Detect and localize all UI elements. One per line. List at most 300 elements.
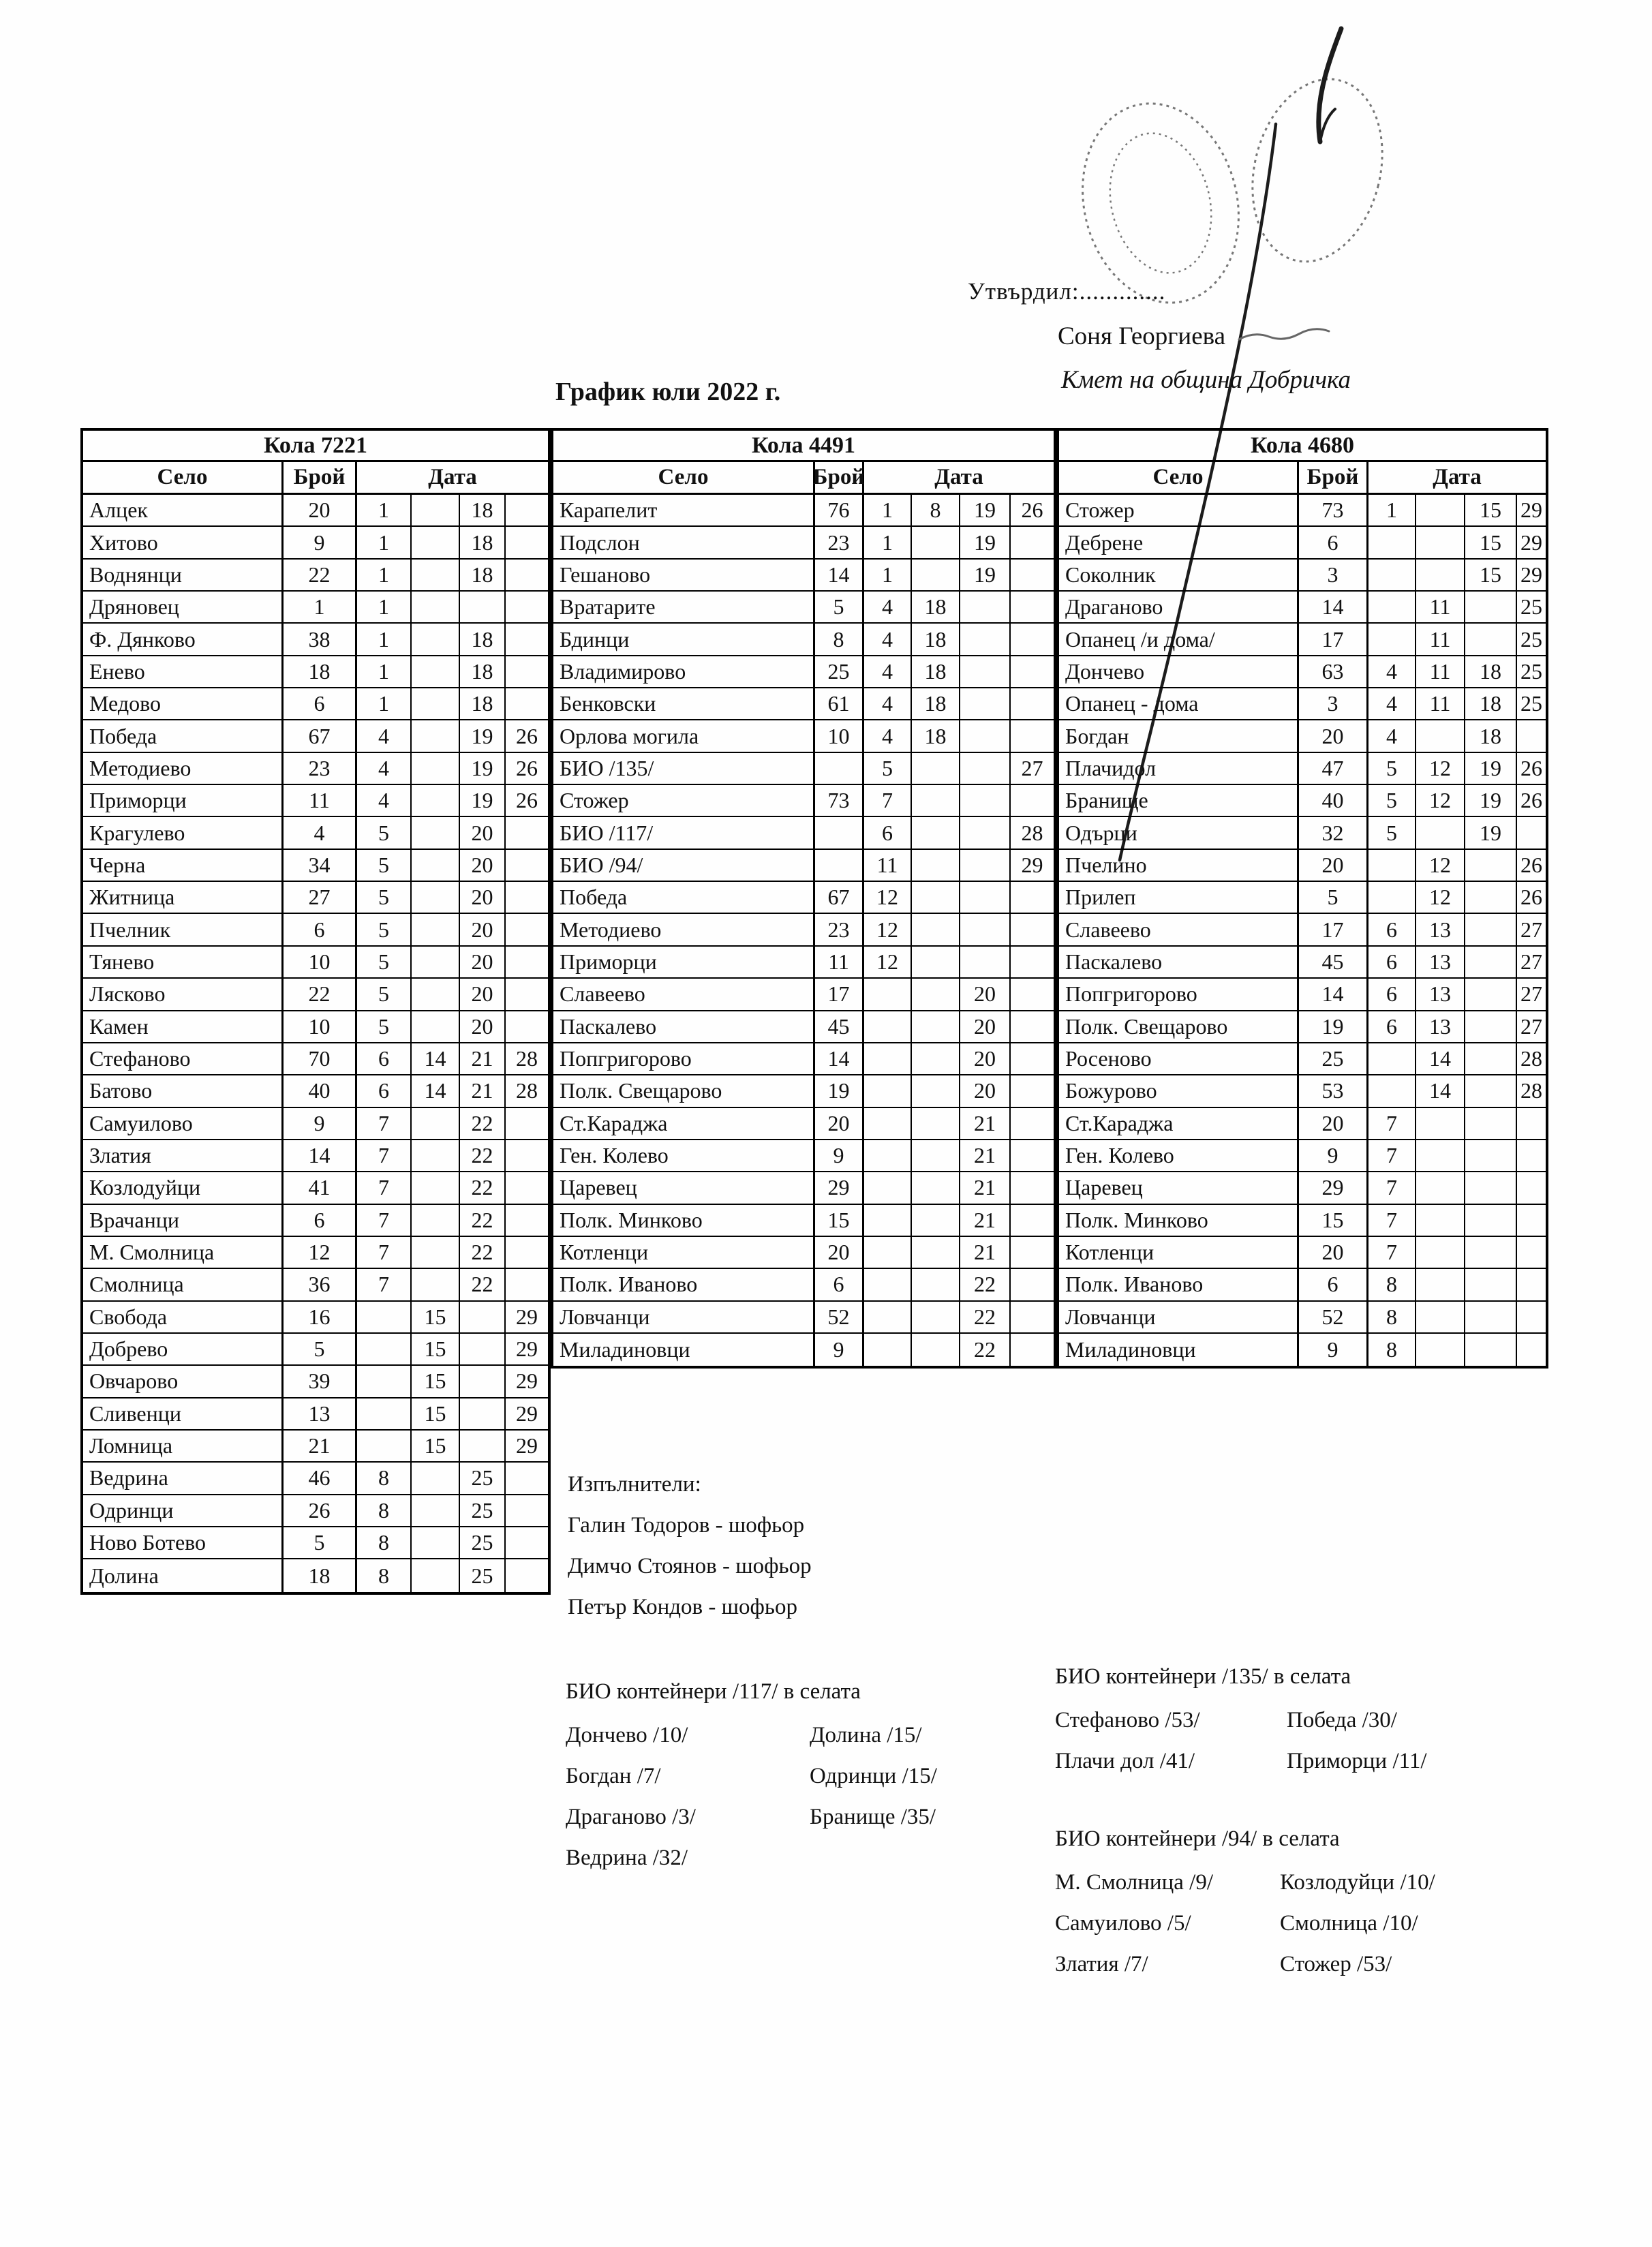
date-cell: 6 (864, 817, 912, 848)
date-cell (412, 882, 460, 913)
village-cell: Богдан (1059, 720, 1299, 751)
count-cell: 10 (284, 947, 357, 977)
table-row (83, 1463, 548, 1495)
date-cell: 7 (1368, 1172, 1416, 1203)
count-cell: 27 (284, 882, 357, 913)
count-cell: 5 (815, 592, 864, 622)
village-cell: Методиево (83, 753, 284, 784)
date-cell: 22 (960, 1334, 1011, 1366)
village-cell: Попгригорово (1059, 979, 1299, 1009)
count-cell: 41 (284, 1172, 357, 1203)
date-cell: 19 (1465, 785, 1517, 816)
date-cell (357, 1302, 412, 1332)
date-cell (506, 1237, 548, 1268)
date-cell: 28 (516, 1078, 538, 1103)
date-cell (506, 688, 548, 719)
date-cell (864, 1108, 912, 1139)
date-cell: 27 (1520, 949, 1542, 974)
count-cell: 5 (284, 1334, 357, 1364)
col-header-date: Дата (428, 465, 477, 489)
date-cell: 27 (1520, 981, 1542, 1007)
date-cell (960, 850, 1011, 881)
date-cell (912, 1172, 960, 1203)
date-cell (1465, 882, 1517, 913)
date-cell (506, 1205, 548, 1236)
date-cell (912, 527, 960, 557)
date-cell (506, 656, 548, 687)
date-cell (1416, 1334, 1465, 1366)
date-cell (412, 624, 460, 654)
village-cell: Лясково (83, 979, 284, 1009)
count-cell: 40 (284, 1075, 357, 1106)
count-cell: 73 (1299, 495, 1368, 525)
executors-heading: Изпълнители: (568, 1472, 701, 1497)
table-row (553, 1011, 1054, 1043)
village-cell: Соколник (1059, 560, 1299, 590)
village-cell: Батово (83, 1075, 284, 1106)
table-row (553, 1269, 1054, 1301)
date-cell: 18 (460, 656, 506, 687)
date-cell: 1 (357, 592, 412, 622)
date-cell (864, 1237, 912, 1268)
date-cell: 18 (1465, 656, 1517, 687)
village-cell: Самуилово (83, 1108, 284, 1139)
table-row (83, 495, 548, 527)
count-cell: 63 (1299, 656, 1368, 687)
table-column-headers (553, 462, 1054, 495)
count-cell: 1 (284, 592, 357, 622)
date-cell: 20 (960, 1011, 1011, 1042)
village-cell: Енево (83, 656, 284, 687)
date-cell: 18 (912, 656, 960, 687)
date-cell: 28 (1520, 1078, 1542, 1103)
date-cell (1465, 947, 1517, 977)
count-cell: 14 (815, 560, 864, 590)
date-cell: 15 (1465, 560, 1517, 590)
village-cell: Бранище (1059, 785, 1299, 816)
table-row (83, 527, 548, 559)
date-cell (412, 1495, 460, 1526)
date-cell (1517, 720, 1546, 751)
table-body (553, 495, 1054, 1366)
village-cell: Добрево (83, 1334, 284, 1364)
date-cell: 29 (1021, 852, 1043, 877)
col-header-date: Дата (934, 465, 983, 489)
count-cell: 5 (284, 1527, 357, 1558)
date-cell: 20 (960, 1075, 1011, 1106)
count-cell: 14 (1299, 979, 1368, 1009)
village-cell: Гешаново (553, 560, 815, 590)
date-cell: 7 (357, 1108, 412, 1139)
date-cell (1368, 560, 1416, 590)
date-cell: 7 (1368, 1237, 1416, 1268)
date-cell: 5 (357, 979, 412, 1009)
bio-row (566, 1756, 937, 1797)
date-cell: 1 (357, 656, 412, 687)
date-cell (412, 1011, 460, 1042)
table-row (1059, 1302, 1546, 1334)
count-cell: 52 (1299, 1302, 1368, 1332)
date-cell (412, 817, 460, 848)
date-cell (506, 1011, 548, 1042)
count-cell: 73 (815, 785, 864, 816)
village-cell: Житница (83, 882, 284, 913)
date-cell (1368, 882, 1416, 913)
date-cell: 1 (357, 495, 412, 525)
date-cell (412, 850, 460, 881)
date-cell: 19 (1465, 817, 1517, 848)
date-cell (506, 1140, 548, 1171)
date-cell: 27 (1021, 755, 1043, 780)
village-cell: БИО /117/ (553, 817, 815, 848)
count-cell: 18 (284, 1559, 357, 1591)
count-cell: 23 (815, 914, 864, 945)
date-cell (1368, 850, 1416, 881)
table-row (83, 1108, 548, 1140)
date-cell (1011, 1108, 1054, 1139)
count-cell: 26 (284, 1495, 357, 1526)
date-cell (460, 592, 506, 622)
count-cell: 22 (284, 560, 357, 590)
date-cell: 19 (460, 720, 506, 751)
date-cell (912, 1302, 960, 1332)
table-row (553, 1140, 1054, 1172)
bio-rows (1055, 1862, 1435, 1985)
date-cell: 25 (1520, 594, 1542, 620)
village-cell: Овчарово (83, 1366, 284, 1396)
date-cell: 14 (1416, 1043, 1465, 1074)
date-cell (1011, 785, 1054, 816)
date-cell: 7 (1368, 1140, 1416, 1171)
date-cell (460, 1334, 506, 1364)
count-cell: 9 (815, 1334, 864, 1366)
date-cell: 27 (1520, 1013, 1542, 1039)
table-row (1059, 1172, 1546, 1204)
table-kola-4680 (1056, 428, 1548, 1369)
date-cell (460, 1366, 506, 1396)
count-cell: 9 (815, 1140, 864, 1171)
date-cell: 25 (460, 1527, 506, 1558)
village-cell: БИО /135/ (553, 753, 815, 784)
table-row (1059, 850, 1546, 882)
table-row (83, 1366, 548, 1398)
date-cell (1011, 720, 1054, 751)
date-cell (960, 592, 1011, 622)
date-cell: 4 (357, 753, 412, 784)
table-row (1059, 527, 1546, 559)
date-cell: 6 (1368, 979, 1416, 1009)
approver-name: Соня Георгиева (1058, 322, 1226, 350)
count-cell: 70 (284, 1043, 357, 1074)
date-cell: 4 (864, 592, 912, 622)
table-row (553, 688, 1054, 720)
date-cell (357, 1398, 412, 1429)
village-cell: Полк. Минково (1059, 1205, 1299, 1236)
count-cell: 36 (284, 1269, 357, 1300)
table-row (553, 656, 1054, 688)
date-cell (960, 656, 1011, 687)
date-cell (506, 850, 548, 881)
bio-item: Одринци /15/ (810, 1764, 937, 1788)
date-cell: 5 (1368, 785, 1416, 816)
date-cell: 7 (357, 1172, 412, 1203)
count-cell: 22 (284, 979, 357, 1009)
table-row (1059, 753, 1546, 785)
bio-row (566, 1715, 937, 1756)
village-cell: Хитово (83, 527, 284, 557)
date-cell: 21 (960, 1172, 1011, 1203)
village-cell: Полк. Свещарово (1059, 1011, 1299, 1042)
date-cell: 18 (1465, 688, 1517, 719)
village-cell: Победа (83, 720, 284, 751)
date-cell (1465, 979, 1517, 1009)
date-cell (1465, 1172, 1517, 1203)
table-row (553, 850, 1054, 882)
table-row (83, 720, 548, 752)
date-cell (1517, 1302, 1546, 1332)
date-cell (1011, 656, 1054, 687)
count-cell: 6 (284, 914, 357, 945)
table-row (1059, 1237, 1546, 1269)
page-title: График юли 2022 г. (555, 378, 781, 406)
date-cell (506, 1172, 548, 1203)
village-cell: Прилеп (1059, 882, 1299, 913)
date-cell: 25 (1520, 626, 1542, 652)
count-cell: 45 (815, 1011, 864, 1042)
col-header-village: Село (1059, 462, 1299, 493)
count-cell: 25 (1299, 1043, 1368, 1074)
count-cell: 13 (284, 1398, 357, 1429)
village-cell: Воднянци (83, 560, 284, 590)
table-row (553, 1108, 1054, 1140)
table-row (553, 1237, 1054, 1269)
date-cell (1465, 1140, 1517, 1171)
date-cell (412, 1108, 460, 1139)
date-cell (1011, 1043, 1054, 1074)
date-cell (412, 1140, 460, 1171)
table-row (553, 1075, 1054, 1107)
date-cell (412, 979, 460, 1009)
table-kola-7221 (80, 428, 551, 1595)
date-cell: 13 (1416, 947, 1465, 977)
count-cell: 5 (1299, 882, 1368, 913)
date-cell: 26 (1520, 885, 1542, 910)
date-cell: 14 (412, 1075, 460, 1106)
village-cell: Миладиновци (1059, 1334, 1299, 1366)
date-cell: 14 (412, 1043, 460, 1074)
table-row (553, 817, 1054, 849)
date-cell (1011, 560, 1054, 590)
date-cell: 22 (460, 1205, 506, 1236)
table-row (1059, 1108, 1546, 1140)
date-cell: 21 (960, 1237, 1011, 1268)
date-cell (912, 947, 960, 977)
date-cell: 8 (1368, 1334, 1416, 1366)
date-cell (1517, 1334, 1546, 1366)
count-cell: 34 (284, 850, 357, 881)
village-cell: Дряновец (83, 592, 284, 622)
village-cell: Ген. Колево (1059, 1140, 1299, 1171)
date-cell (412, 947, 460, 977)
date-cell: 26 (1520, 852, 1542, 877)
date-cell: 7 (357, 1205, 412, 1236)
table-row (83, 1075, 548, 1107)
village-cell: Полк. Свещарово (553, 1075, 815, 1106)
date-cell (960, 688, 1011, 719)
date-cell (1416, 1237, 1465, 1268)
date-cell: 29 (516, 1336, 538, 1362)
date-cell (912, 1108, 960, 1139)
date-cell (357, 1431, 412, 1461)
table-row (83, 624, 548, 656)
village-cell: Стефаново (83, 1043, 284, 1074)
count-cell: 32 (1299, 817, 1368, 848)
table-row (553, 1043, 1054, 1075)
date-cell (506, 817, 548, 848)
date-cell (912, 1011, 960, 1042)
date-cell (1368, 592, 1416, 622)
date-cell (960, 624, 1011, 654)
date-cell: 8 (912, 495, 960, 525)
col-header-village: Село (553, 462, 815, 493)
date-cell: 18 (912, 720, 960, 751)
village-cell: Златия (83, 1140, 284, 1171)
date-cell: 18 (460, 624, 506, 654)
table-row (1059, 656, 1546, 688)
date-cell (506, 560, 548, 590)
table-row (83, 1043, 548, 1075)
date-cell (412, 1527, 460, 1558)
date-cell: 15 (412, 1398, 460, 1429)
date-cell (912, 1075, 960, 1106)
date-cell: 26 (1520, 788, 1542, 813)
date-cell: 12 (1416, 753, 1465, 784)
table-row (83, 1205, 548, 1237)
date-cell: 8 (1368, 1269, 1416, 1300)
village-cell: Крагулево (83, 817, 284, 848)
table-column-headers (1059, 462, 1546, 495)
date-cell: 5 (1368, 753, 1416, 784)
count-cell: 20 (1299, 850, 1368, 881)
date-cell (357, 1334, 412, 1364)
count-cell: 46 (284, 1463, 357, 1493)
count-cell: 15 (815, 1205, 864, 1236)
date-cell: 1 (357, 688, 412, 719)
date-cell: 5 (864, 753, 912, 784)
date-cell (1011, 947, 1054, 977)
bio-item: Дончево /10/ (566, 1723, 688, 1747)
date-cell: 20 (460, 947, 506, 977)
date-cell: 26 (516, 755, 538, 780)
date-cell (960, 785, 1011, 816)
date-cell (1011, 1172, 1054, 1203)
count-cell: 23 (284, 753, 357, 784)
date-cell: 19 (1465, 753, 1517, 784)
count-cell: 20 (815, 1108, 864, 1139)
count-cell: 20 (1299, 1108, 1368, 1139)
village-cell: Паскалево (553, 1011, 815, 1042)
date-cell (1517, 1205, 1546, 1236)
bio-item: Златия /7/ (1055, 1952, 1148, 1976)
date-cell (412, 720, 460, 751)
count-cell: 10 (284, 1011, 357, 1042)
date-cell (1416, 1140, 1465, 1171)
date-cell (864, 1172, 912, 1203)
table-row (83, 1398, 548, 1431)
executor-item: Димчо Стоянов - шофьор (568, 1554, 812, 1578)
date-cell: 4 (1368, 656, 1416, 687)
table-row (83, 785, 548, 817)
count-cell: 25 (815, 656, 864, 687)
date-cell (912, 753, 960, 784)
village-cell: Опанец - дома (1059, 688, 1299, 719)
table-row (83, 1302, 548, 1334)
date-cell: 6 (1368, 947, 1416, 977)
date-cell: 29 (516, 1369, 538, 1394)
date-cell (1011, 1237, 1054, 1268)
date-cell (960, 817, 1011, 848)
date-cell: 4 (864, 656, 912, 687)
village-cell: Карапелит (553, 495, 815, 525)
bio-item: Драганово /3/ (566, 1805, 696, 1829)
date-cell (460, 1431, 506, 1461)
village-cell: Врачанци (83, 1205, 284, 1236)
bio-item: Ведрина /32/ (566, 1846, 688, 1870)
date-cell: 11 (864, 850, 912, 881)
date-cell (412, 688, 460, 719)
count-cell: 10 (815, 720, 864, 751)
village-cell: Котленци (553, 1237, 815, 1268)
village-cell: Владимирово (553, 656, 815, 687)
count-cell: 45 (1299, 947, 1368, 977)
count-cell: 3 (1299, 688, 1368, 719)
table-row (1059, 720, 1546, 752)
date-cell (412, 592, 460, 622)
count-cell: 67 (815, 882, 864, 913)
date-cell: 4 (864, 688, 912, 719)
date-cell (1368, 1075, 1416, 1106)
table-row (553, 495, 1054, 527)
village-cell: Стожер (553, 785, 815, 816)
table-row (553, 1334, 1054, 1366)
count-cell (815, 850, 864, 881)
date-cell (1011, 624, 1054, 654)
date-cell (912, 1205, 960, 1236)
date-cell: 7 (357, 1237, 412, 1268)
date-cell (1465, 592, 1517, 622)
date-cell (412, 1205, 460, 1236)
table-row (83, 1334, 548, 1366)
table-row (83, 1140, 548, 1172)
table-row (83, 1559, 548, 1591)
bio-item: М. Смолница /9/ (1055, 1870, 1213, 1895)
date-cell: 20 (960, 979, 1011, 1009)
count-cell: 67 (284, 720, 357, 751)
bio-row (1055, 1903, 1435, 1944)
village-cell: Пчелник (83, 914, 284, 945)
village-cell: Пчелино (1059, 850, 1299, 881)
date-cell: 1 (357, 527, 412, 557)
bio-item: Плачи дол /41/ (1055, 1749, 1195, 1773)
date-cell: 8 (1368, 1302, 1416, 1332)
village-cell: Дончево (1059, 656, 1299, 687)
date-cell: 1 (1368, 495, 1416, 525)
date-cell (1465, 1011, 1517, 1042)
date-cell: 5 (357, 882, 412, 913)
date-cell (1465, 1302, 1517, 1332)
date-cell (1465, 1108, 1517, 1139)
date-cell: 22 (460, 1269, 506, 1300)
